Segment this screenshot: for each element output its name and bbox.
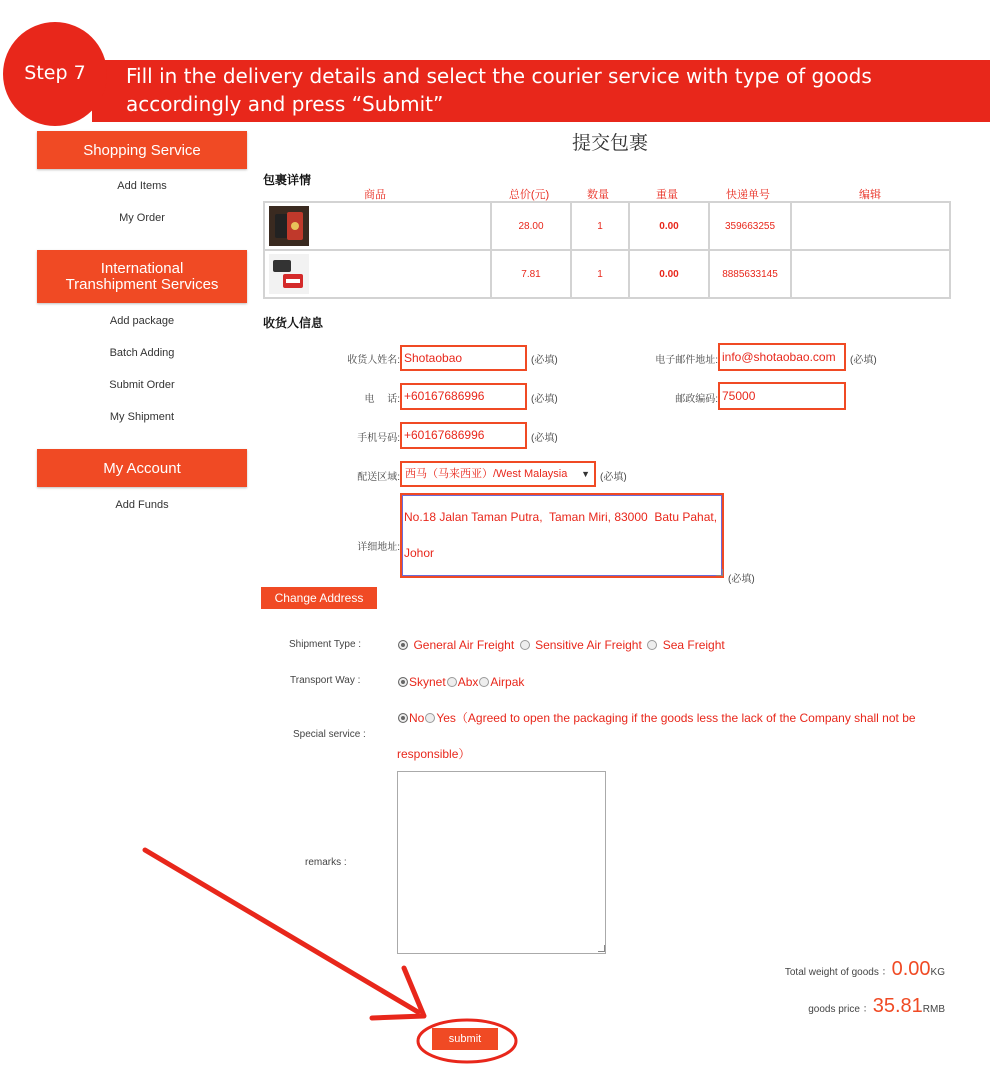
instruction-line-1: Fill in the delivery details and select the courier service with type of goods <box>126 64 872 88</box>
region-selected-value: 西马（马来西亚）/West Malaysia <box>405 468 568 480</box>
sidebar-heading-my-account[interactable]: My Account <box>37 449 247 487</box>
sidebar-item-add-items[interactable]: Add Items <box>117 180 167 192</box>
chevron-down-icon: ▼ <box>581 469 590 479</box>
sidebar-item-submit-order[interactable]: Submit Order <box>109 379 175 391</box>
package-section-title: 包裹详情 <box>263 173 312 187</box>
region-label: 配送区域: <box>357 472 400 483</box>
column-header-quantity: 数量 <box>587 189 609 201</box>
sidebar-heading-shopping-service[interactable]: Shopping Service <box>37 131 247 169</box>
column-header-weight: 重量 <box>656 189 678 201</box>
required-note: (必填) <box>531 355 558 366</box>
option-sensitive-air-freight[interactable]: Sensitive Air Freight <box>535 638 642 652</box>
required-note: (必填) <box>728 574 755 585</box>
goods-price-value: 35.81 <box>872 995 923 1017</box>
column-header-product: 商品 <box>364 189 386 201</box>
required-note: (必填) <box>850 355 877 366</box>
special-service-note: （Agreed to open the packaging if the goods less the lack of the Company shall not be <box>455 711 916 725</box>
required-note: (必填) <box>531 433 558 444</box>
total-weight-unit: KG <box>930 967 945 978</box>
submit-button[interactable]: submit <box>432 1028 498 1050</box>
sidebar-item-my-shipment[interactable]: My Shipment <box>109 411 175 423</box>
tracking-cell: 8885633145 <box>709 250 791 298</box>
quantity-cell: 1 <box>571 202 629 250</box>
transport-way-label: Transport Way : <box>290 675 361 686</box>
option-special-no[interactable]: No <box>409 711 425 725</box>
highlight-ellipse <box>418 1020 516 1062</box>
total-weight-label: Total weight of goods ： <box>784 967 892 978</box>
remarks-label: remarks : <box>305 857 347 868</box>
name-label: 收货人姓名: <box>347 355 400 366</box>
phone-field[interactable]: +60167686996 <box>400 383 527 410</box>
option-special-yes[interactable]: Yes <box>436 711 456 725</box>
price-cell: 7.81 <box>491 250 571 298</box>
option-sea-freight[interactable]: Sea Freight <box>662 638 725 652</box>
special-service-label: Special service : <box>293 729 366 740</box>
postcode-label: 邮政编码: <box>675 394 718 405</box>
goods-price-label: goods price ： <box>808 1004 873 1015</box>
quantity-cell: 1 <box>571 250 629 298</box>
sidebar-item-batch-adding[interactable]: Batch Adding <box>109 347 175 359</box>
sidebar-heading-line-2: Transhipment Services <box>65 275 219 293</box>
goods-price-unit: RMB <box>922 1004 945 1015</box>
option-abx[interactable]: Abx <box>457 675 479 689</box>
postcode-field[interactable]: 75000 <box>718 382 846 410</box>
weight-cell: 0.00 <box>629 202 709 250</box>
special-service-note-end: responsible） <box>397 747 471 761</box>
page-title: 提交包裹 <box>571 132 648 154</box>
recipient-name-field[interactable]: Shotaobao <box>400 345 527 371</box>
instruction-line-2: accordingly and press “Submit” <box>126 92 444 116</box>
weight-cell: 0.00 <box>629 250 709 298</box>
sidebar-item-my-order[interactable]: My Order <box>119 212 165 224</box>
required-note: (必填) <box>600 472 627 483</box>
price-cell: 28.00 <box>491 202 571 250</box>
email-field[interactable]: info@shotaobao.com <box>718 343 846 371</box>
phone-label: 电 话: <box>364 394 400 405</box>
column-header-tracking: 快递单号 <box>726 189 770 201</box>
sidebar-item-add-package[interactable]: Add package <box>109 315 175 327</box>
required-note: (必填) <box>531 394 558 405</box>
column-header-edit: 编辑 <box>859 189 881 201</box>
sidebar-item-add-funds[interactable]: Add Funds <box>115 499 169 511</box>
option-airpak[interactable]: Airpak <box>490 675 525 689</box>
option-general-air-freight[interactable]: General Air Freight <box>413 638 515 652</box>
column-header-total-price: 总价(元) <box>508 189 550 201</box>
sidebar-heading-line-1: International <box>100 259 184 277</box>
total-weight-value: 0.00 <box>891 958 931 980</box>
shipment-type-label: Shipment Type : <box>289 639 362 650</box>
email-label: 电子邮件地址: <box>655 355 718 366</box>
recipient-section-title: 收货人信息 <box>263 316 324 330</box>
step-number: Step 7 <box>24 62 86 84</box>
option-skynet[interactable]: Skynet <box>409 675 446 689</box>
mobile-field[interactable]: +60167686996 <box>400 422 527 449</box>
change-address-button[interactable]: Change Address <box>261 587 377 609</box>
address-textarea[interactable]: No.18 Jalan Taman Putra, Taman Miri, 83000 Batu Pahat, Johor <box>400 493 724 578</box>
address-label: 详细地址: <box>357 542 400 553</box>
arrow-icon <box>145 850 418 1012</box>
mobile-label: 手机号码: <box>357 433 400 444</box>
tracking-cell: 359663255 <box>709 202 791 250</box>
